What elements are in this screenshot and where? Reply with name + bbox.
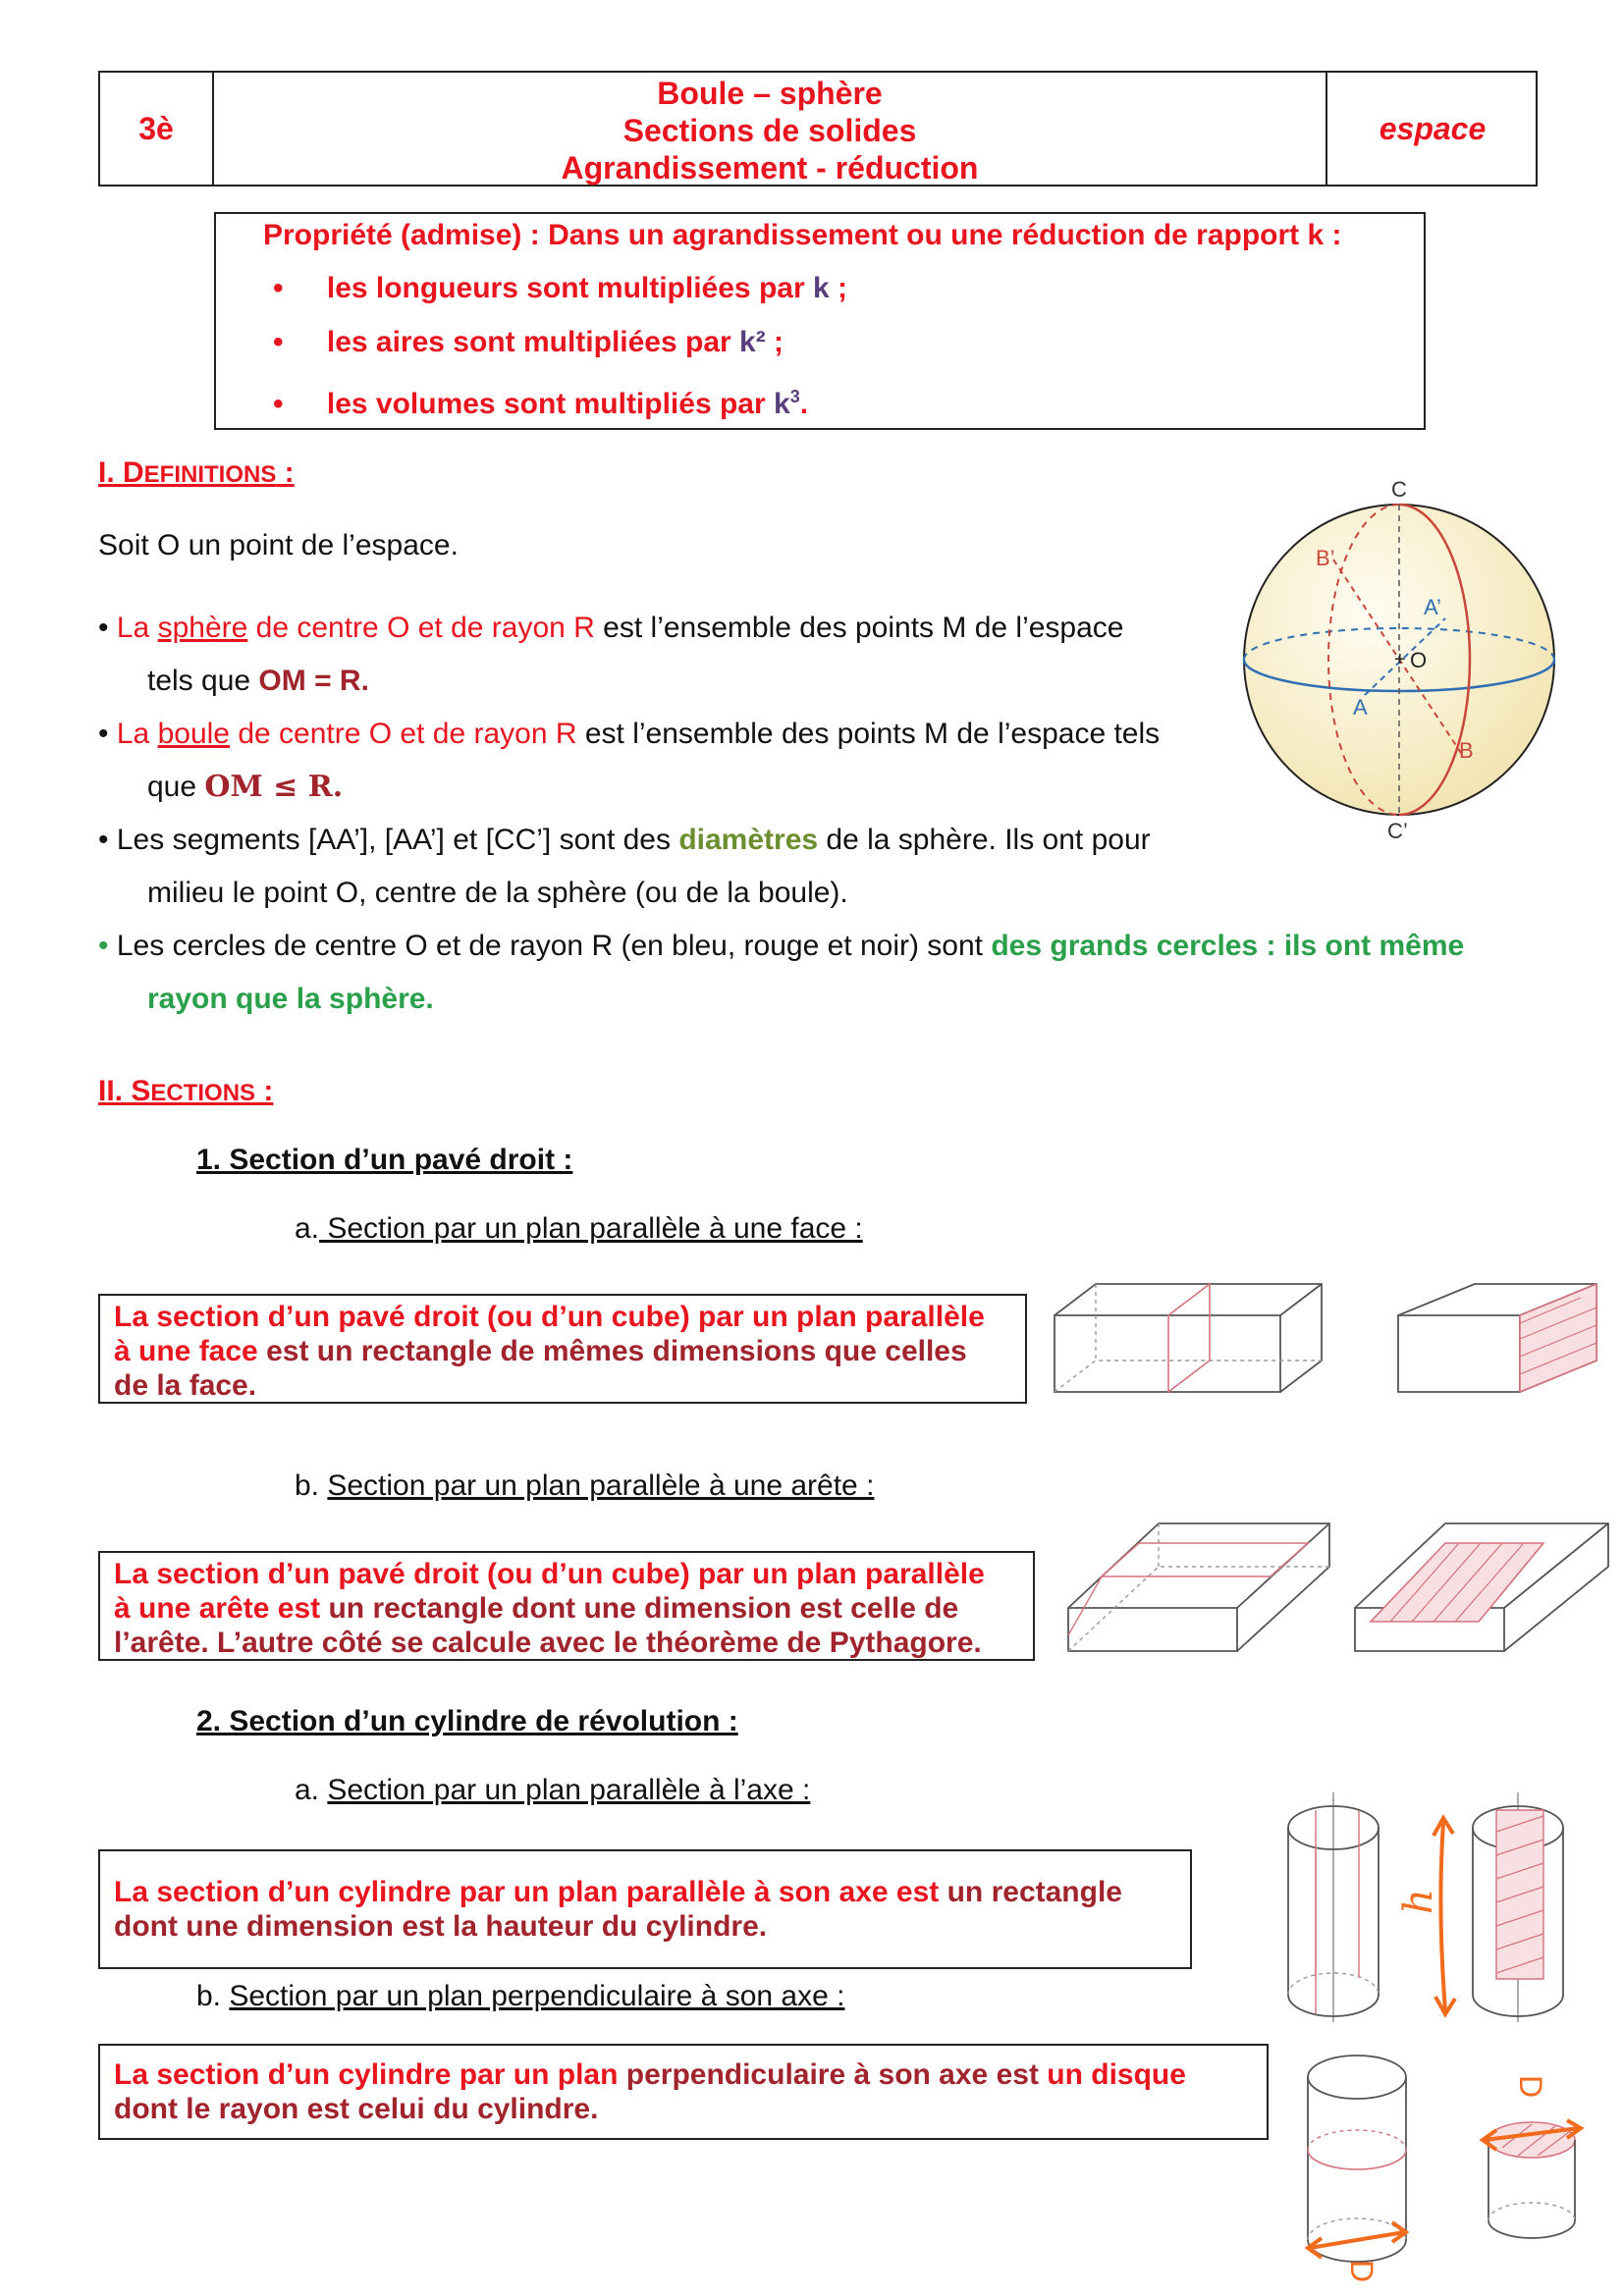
header-level: 3è xyxy=(138,111,174,146)
property-box xyxy=(214,212,1426,430)
subsection-pave: 1. Section d’un pavé droit : xyxy=(196,1144,573,1176)
ball-definition-cont: que OM ≤ R. xyxy=(147,770,344,804)
header-title xyxy=(214,75,1325,187)
bullet-icon: • xyxy=(273,326,284,358)
bullet-icon: • xyxy=(273,272,284,304)
cylinder-perp-disk-figure xyxy=(1473,2067,1591,2244)
property-item-1: • les longueurs sont multipliées par k ; xyxy=(273,272,847,304)
sphere-label-Ap: A’ xyxy=(1424,595,1441,619)
cuboid-face-section-figure xyxy=(1051,1280,1325,1398)
diameter-annotation-bottom: D xyxy=(1344,2260,1380,2283)
cylinder-axis-section-figure xyxy=(1280,1792,1398,2028)
section-1-intro: Soit O un point de l’espace. xyxy=(98,529,459,561)
svg-text:+: + xyxy=(1394,649,1406,670)
diameter-annotation-top: D xyxy=(1513,2075,1548,2099)
rule-box-cylinder-perp: La section d’un cylindre par un plan perpendiculaire à son axe est un disque dont le rayon est celui du cylindre. xyxy=(98,2044,1269,2140)
property-intro: Propriété (admise) : Dans un agrandissement ou une réduction de rapport k : xyxy=(263,219,1342,251)
sphere-definition-cont: tels que OM = R. xyxy=(147,665,369,697)
cylinder-axis-hatched-figure xyxy=(1394,1792,1591,2028)
cuboid-edge-section-figure xyxy=(1064,1520,1339,1657)
great-circles-definition-cont: rayon que la sphère. xyxy=(147,983,434,1015)
section-2-title: II. SECTIONS : xyxy=(98,1075,274,1107)
sphere-label-Bp: B’ xyxy=(1316,546,1335,570)
subsection-cylinder-b: b. Section par un plan perpendiculaire à son axe : xyxy=(196,1980,845,2012)
section-1-title: I. DEFINITIONS : xyxy=(98,456,295,489)
subsection-pave-a: a. Section par un plan parallèle à une face : xyxy=(295,1212,863,1245)
subsection-pave-b: b. Section par un plan parallèle à une arête : xyxy=(295,1469,875,1502)
cylinder-perp-section-figure xyxy=(1296,2048,1424,2283)
bullet-icon: • xyxy=(98,718,109,750)
sphere-figure xyxy=(1227,471,1581,844)
sphere-label-B: B xyxy=(1459,738,1474,763)
rule-box-edge: La section d’un pavé droit (ou d’un cube) par un plan parallèle à une arête est un rectangle dont une dimension est celle de l’arête. L’autre côté se calcule avec le théorème de Pythagore. xyxy=(98,1551,1035,1661)
bullet-icon: • xyxy=(273,388,284,420)
subsection-cylinder: 2. Section d’un cylindre de révolution : xyxy=(196,1705,738,1737)
diameters-definition-cont: milieu le point O, centre de la sphère (ou de la boule). xyxy=(147,877,848,909)
rule-box-face: La section d’un pavé droit (ou d’un cube) par un plan parallèle à une face est un rectangle de mêmes dimensions que celles de la face. xyxy=(98,1294,1027,1404)
header-table xyxy=(98,71,1538,187)
diameters-definition: • Les segments [AA’], [AA’] et [CC’] sont des diamètres de la sphère. Ils ont pour xyxy=(98,824,1151,856)
sphere-definition: • La sphère de centre O et de rayon R est l’ensemble des points M de l’espace xyxy=(98,612,1124,644)
sphere-label-A: A xyxy=(1353,695,1368,720)
sphere-label-Cp: C’ xyxy=(1387,819,1408,843)
sphere-label-O: O xyxy=(1410,648,1428,672)
property-item-3: • les volumes sont multipliés par $k^3$. xyxy=(273,387,809,420)
great-circles-definition: • Les cercles de centre O et de rayon R (en bleu, rouge et noir) sont des grands cercles : ils ont même xyxy=(98,930,1465,962)
header-category: espace xyxy=(1379,111,1487,146)
subsection-cylinder-a: a. Section par un plan parallèle à l’axe : xyxy=(295,1774,811,1806)
bullet-icon: • xyxy=(98,612,109,644)
header-title-line-1: Boule – sphère xyxy=(657,76,883,111)
cuboid-edge-hatched-figure xyxy=(1351,1520,1616,1657)
bullet-icon: • xyxy=(98,930,109,962)
ball-definition: • La boule de centre O et de rayon R est l’ensemble des points M de l’espace tels xyxy=(98,718,1161,750)
bullet-icon: • xyxy=(98,824,109,856)
header-title-line-2: Sections de solides xyxy=(622,113,917,148)
cuboid-face-hatched-figure xyxy=(1394,1280,1600,1398)
rule-box-cylinder-axis: La section d’un cylindre par un plan parallèle à son axe est un rectangle dont une dimension est la hauteur du cylindre. xyxy=(98,1849,1192,1969)
height-annotation: h xyxy=(1396,1889,1441,1914)
sphere-label-C: C xyxy=(1391,477,1407,502)
property-item-2: • les aires sont multipliées par k² ; xyxy=(273,326,784,358)
header-title-line-3: Agrandissement - réduction xyxy=(561,150,979,186)
